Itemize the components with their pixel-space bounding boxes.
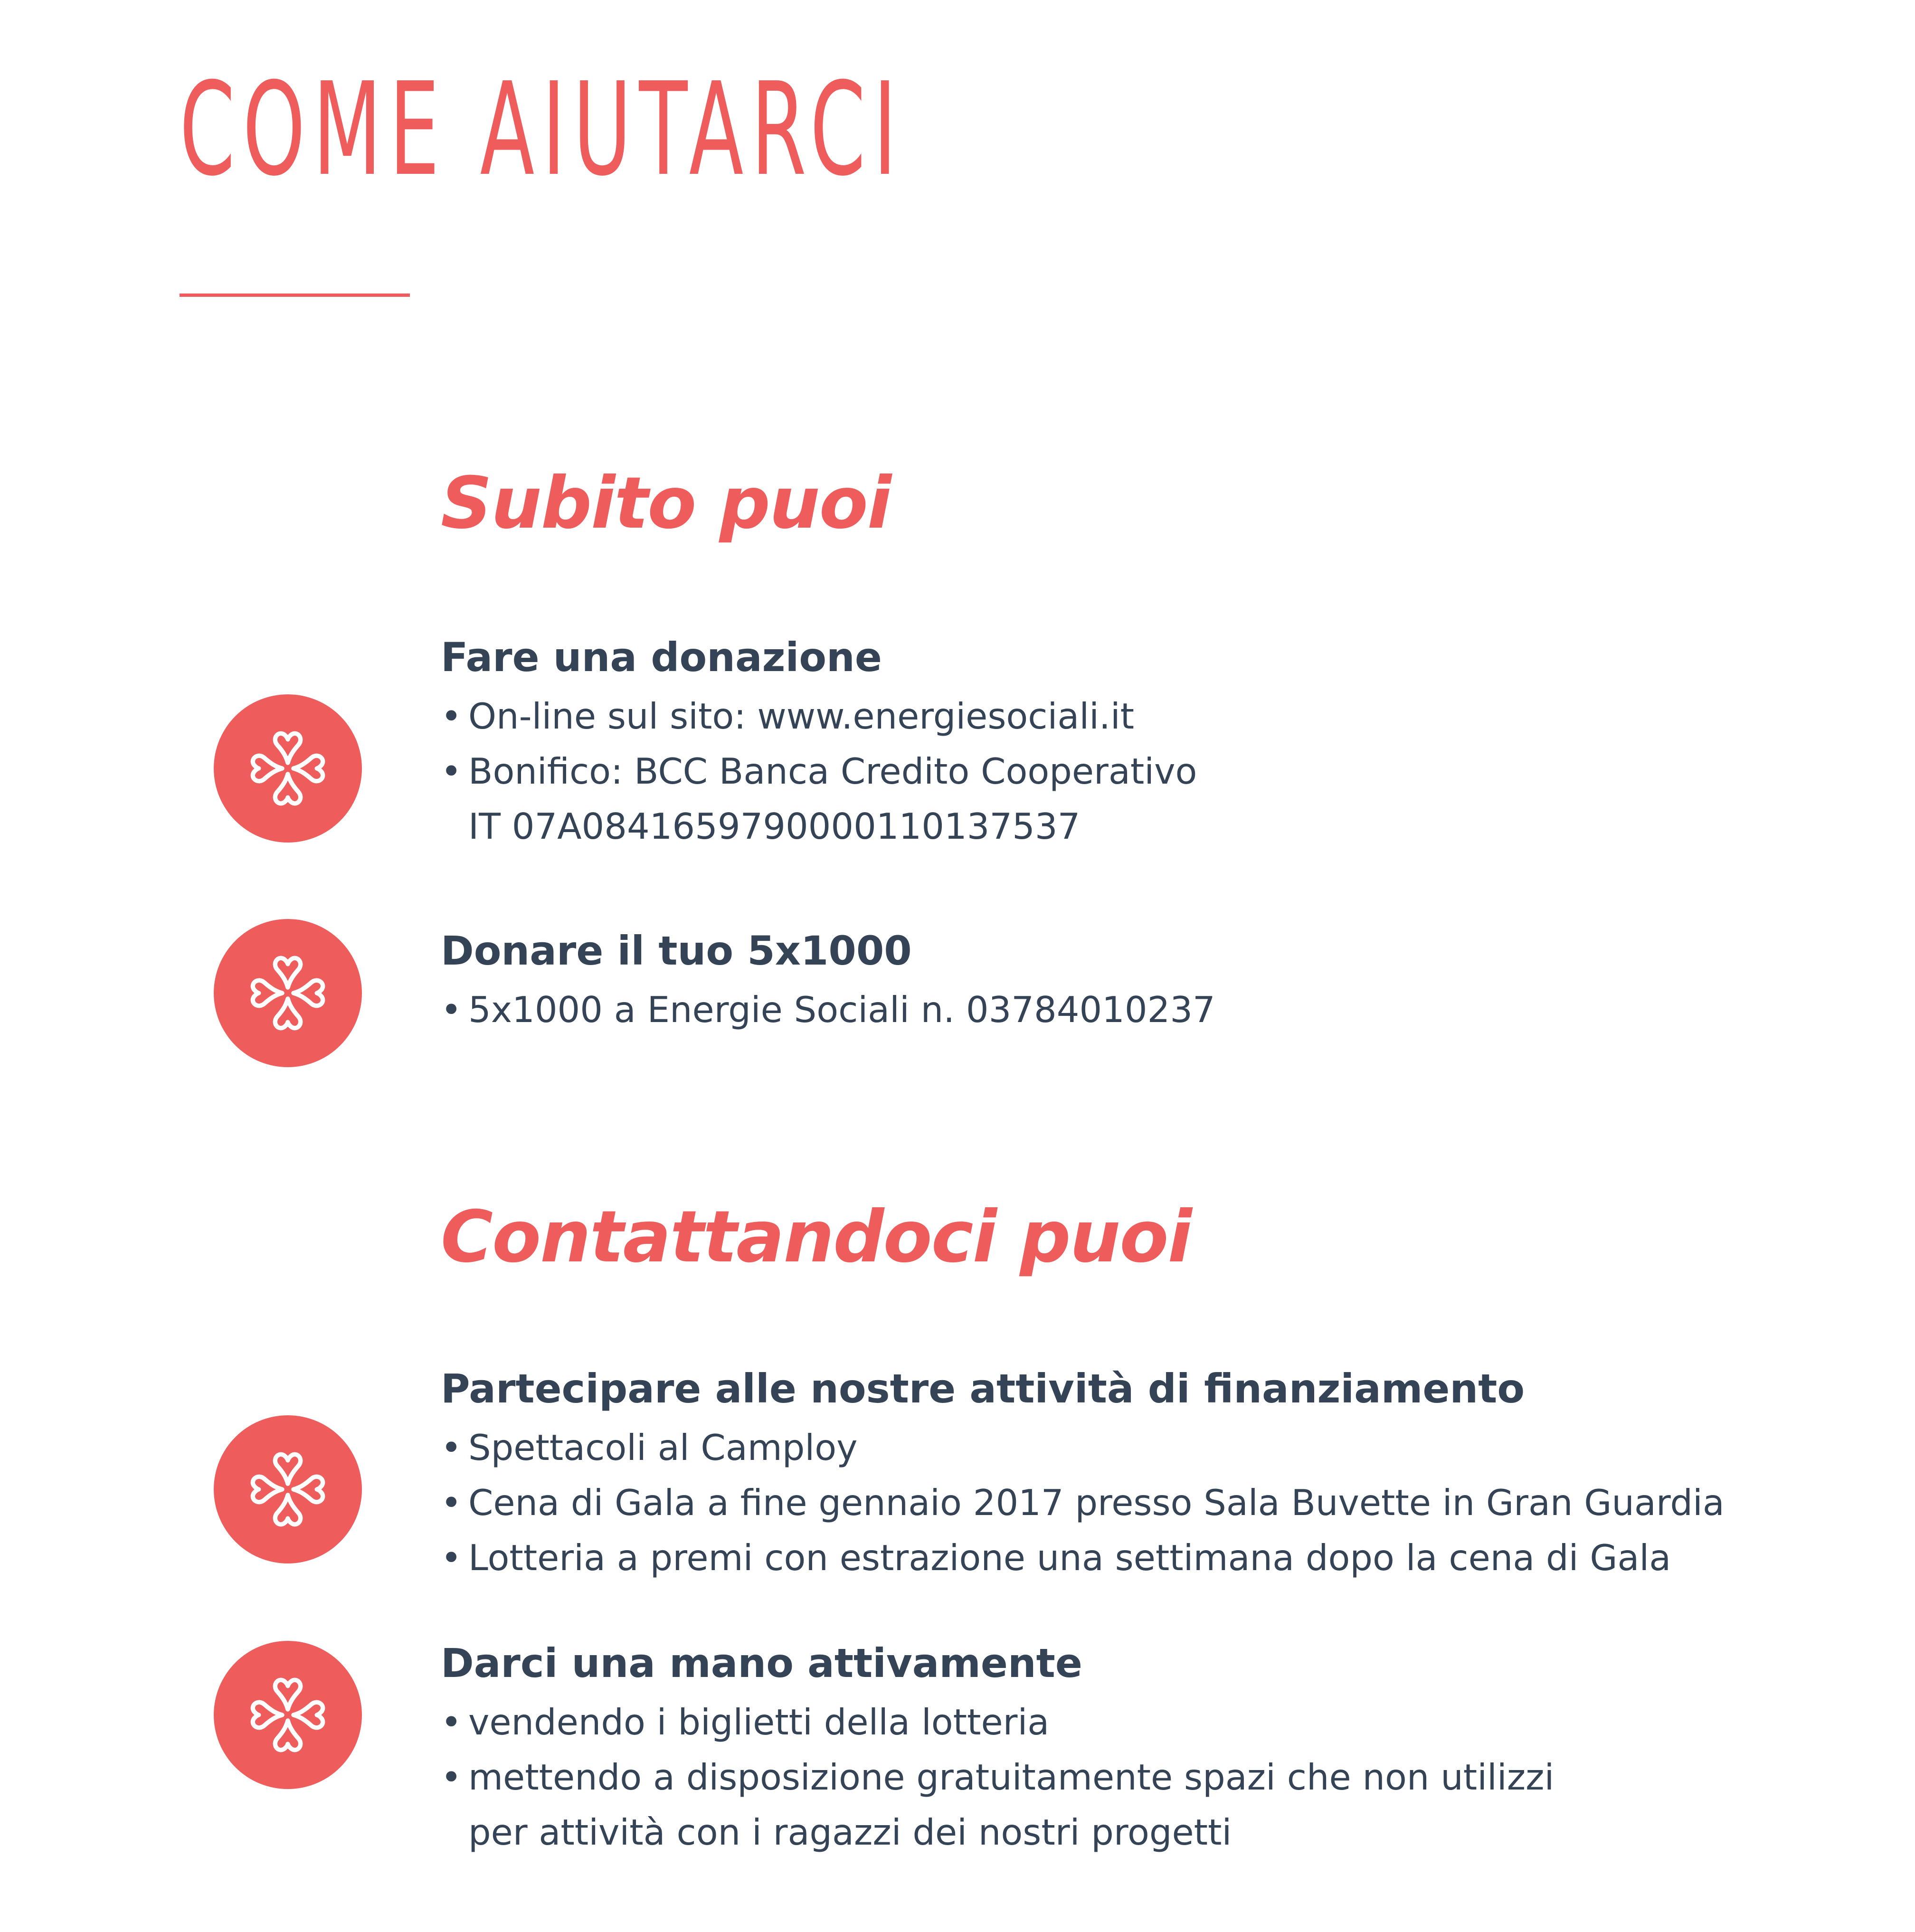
bullet-text: On-line sul sito: www.energiesociali.it <box>468 695 1135 737</box>
page-title: COME AIUTARCI <box>180 55 905 204</box>
bullet-text: vendendo i biglietti della lotteria <box>468 1701 1050 1743</box>
bullet-text: per attività con i ragazzi dei nostri progetti <box>468 1811 1232 1853</box>
bullet-text: Spettacoli al Camploy <box>468 1427 858 1468</box>
bullet-dot: • <box>441 1427 462 1468</box>
bullet-text: mettendo a disposizione gratuitamente spazi che non utilizzi <box>468 1756 1555 1798</box>
title-underline <box>180 294 410 297</box>
list-item <box>441 689 1197 744</box>
bullet-list-finanziamento <box>441 1420 1725 1585</box>
bullet-dot: • <box>441 1756 462 1798</box>
list-item <box>441 1475 1725 1530</box>
item-title-donazione: Fare una donazione <box>441 634 882 681</box>
list-item <box>441 744 1197 854</box>
section-heading-contattandoci: Contattandoci puoi <box>441 1196 1191 1279</box>
bullet-list-donazione <box>441 689 1197 854</box>
heart-clover-icon <box>214 1415 362 1563</box>
bullet-dot: • <box>441 1482 462 1524</box>
bullet-dot: • <box>441 695 462 737</box>
bullet-text: Cena di Gala a fine gennaio 2017 presso Sala Buvette in Gran Guardia <box>468 1482 1725 1524</box>
heart-clover-icon <box>214 1641 362 1789</box>
list-item <box>441 1695 1554 1750</box>
bullet-text: Bonifico: BCC Banca Credito Cooperativo <box>468 750 1197 792</box>
bullet-text: IT 07A0841659790000110137537 <box>468 805 1081 847</box>
list-item <box>441 982 1215 1037</box>
bullet-dot: • <box>441 750 462 792</box>
list-item <box>441 1750 1554 1860</box>
item-title-mano-attivamente: Darci una mano attivamente <box>441 1640 1082 1686</box>
bullet-dot: • <box>441 1701 462 1743</box>
bullet-text: Lotteria a premi con estrazione una settimana dopo la cena di Gala <box>468 1537 1671 1579</box>
item-title-finanziamento: Partecipare alle nostre attività di finanziamento <box>441 1365 1525 1412</box>
bullet-dot: • <box>441 1537 462 1579</box>
bullet-list-mano-attivamente <box>441 1695 1554 1860</box>
bullet-list-5x1000 <box>441 982 1215 1037</box>
item-title-5x1000: Donare il tuo 5x1000 <box>441 928 912 974</box>
heart-clover-icon <box>214 694 362 843</box>
heart-clover-icon <box>214 919 362 1067</box>
section-heading-subito: Subito puoi <box>441 462 891 545</box>
bullet-text: 5x1000 a Energie Sociali n. 03784010237 <box>468 989 1215 1031</box>
bullet-dot: • <box>441 989 462 1031</box>
list-item <box>441 1420 1725 1475</box>
list-item <box>441 1530 1725 1585</box>
